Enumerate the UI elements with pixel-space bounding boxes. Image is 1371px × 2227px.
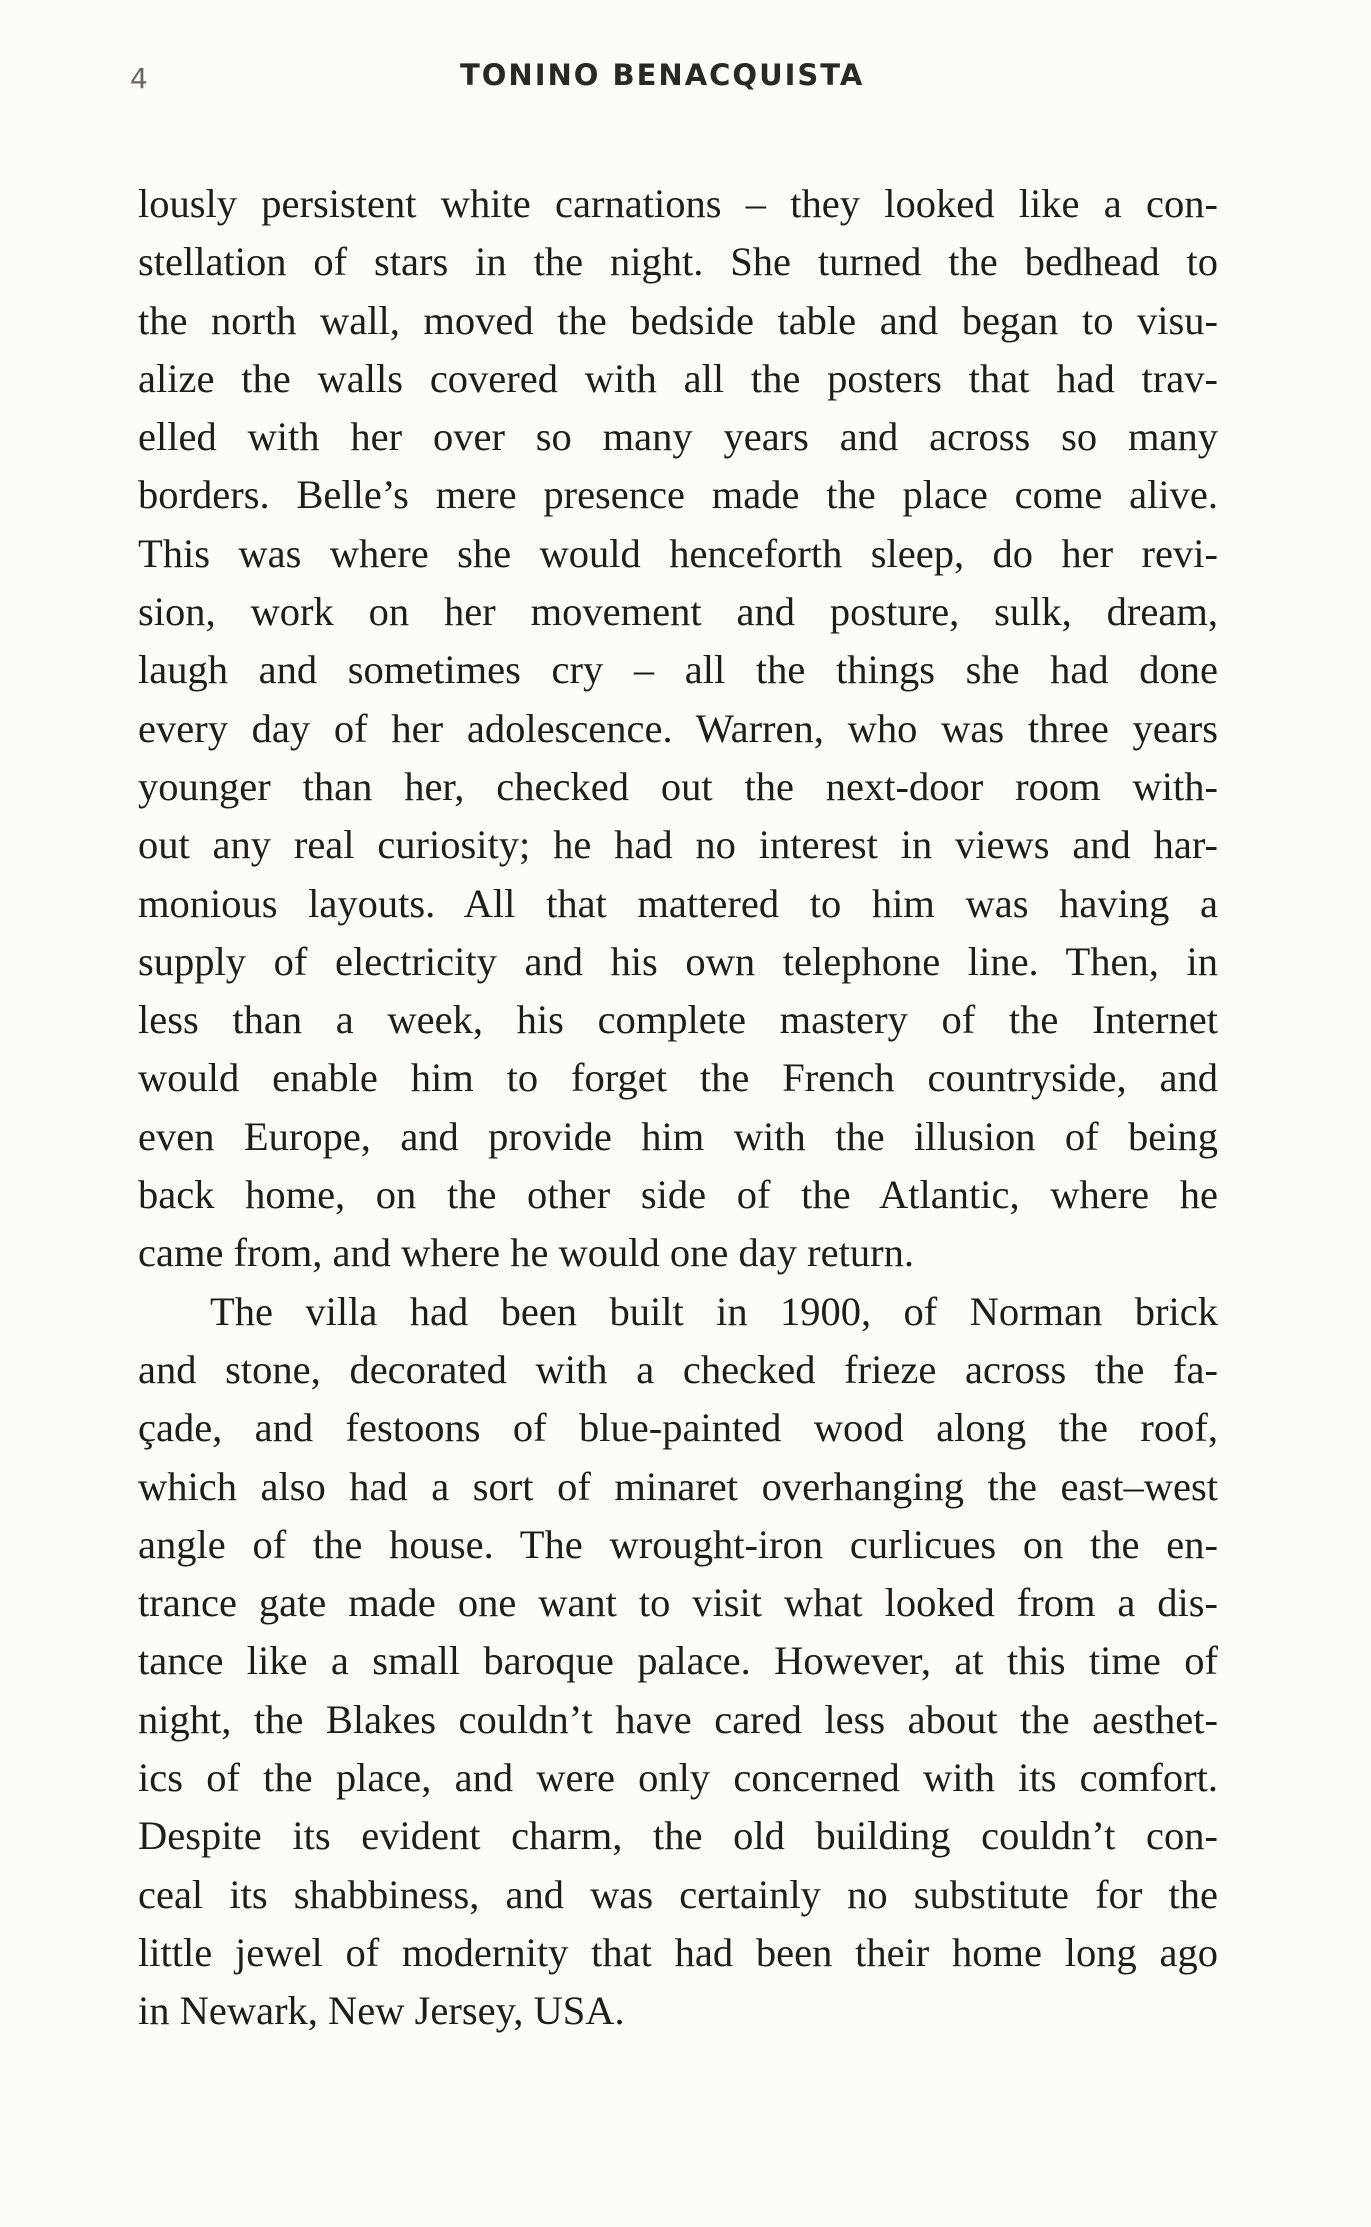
text-line: back home, on the other side of the Atlantic, where he bbox=[138, 1172, 1218, 1218]
text-line: alize the walls covered with all the posters that had trav- bbox=[138, 355, 1218, 401]
text-line: would enable him to forget the French countryside, and bbox=[138, 1055, 1218, 1101]
text-line: lously persistent white carnations – they looked like a con- bbox=[138, 181, 1218, 226]
page-number: 4 bbox=[130, 62, 148, 95]
text-line: little jewel of modernity that had been their home long ago bbox=[138, 1929, 1218, 1975]
running-head bbox=[130, 58, 1220, 98]
text-line: even Europe, and provide him with the illusion of being bbox=[138, 1113, 1218, 1159]
text-line: çade, and festoons of blue-painted wood along the roof, bbox=[138, 1405, 1218, 1451]
text-line: ceal its shabbiness, and was certainly no substitute for the bbox=[138, 1871, 1218, 1917]
text-line: less than a week, his complete mastery of the Internet bbox=[138, 997, 1218, 1043]
text-line: monious layouts. All that mattered to him was having a bbox=[138, 880, 1218, 926]
text-line: supply of electricity and his own telephone line. Then, in bbox=[138, 938, 1218, 984]
text-line: laugh and sometimes cry – all the things she had done bbox=[138, 647, 1218, 693]
paragraph bbox=[138, 1283, 1218, 2041]
text-line: came from, and where he would one day return. bbox=[138, 1230, 914, 1276]
text-line: which also had a sort of minaret overhanging the east–west bbox=[138, 1463, 1218, 1509]
text-line: angle of the house. The wrought-iron curlicues on the en- bbox=[138, 1521, 1218, 1567]
text-line: stellation of stars in the night. She turned the bedhead to bbox=[138, 239, 1218, 285]
text-line: sion, work on her movement and posture, sulk, dream, bbox=[138, 589, 1218, 635]
text-line: borders. Belle’s mere presence made the place come alive. bbox=[138, 472, 1218, 518]
author-header: TONINO BENACQUISTA bbox=[460, 58, 865, 92]
text-line: Despite its evident charm, the old building couldn’t con- bbox=[138, 1813, 1218, 1859]
text-line: elled with her over so many years and across so many bbox=[138, 414, 1218, 460]
text-line: trance gate made one want to visit what looked from a dis- bbox=[138, 1580, 1218, 1626]
paragraph bbox=[138, 175, 1218, 1283]
text-line: tance like a small baroque palace. However, at this time of bbox=[138, 1638, 1218, 1684]
text-line: younger than her, checked out the next-door room with- bbox=[138, 763, 1218, 809]
body-text bbox=[138, 175, 1218, 2041]
text-line: every day of her adolescence. Warren, who was three years bbox=[138, 705, 1218, 751]
text-line: This was where she would henceforth sleep, do her revi- bbox=[138, 530, 1218, 576]
text-line: night, the Blakes couldn’t have cared less about the aesthet- bbox=[138, 1696, 1218, 1742]
text-line: out any real curiosity; he had no interest in views and har- bbox=[138, 822, 1218, 868]
text-line: in Newark, New Jersey, USA. bbox=[138, 1988, 625, 2034]
text-line: and stone, decorated with a checked frieze across the fa- bbox=[138, 1346, 1218, 1392]
text-line: the north wall, moved the bedside table and began to visu- bbox=[138, 297, 1218, 343]
text-line: ics of the place, and were only concerned with its comfort. bbox=[138, 1755, 1218, 1801]
text-line: The villa had been built in 1900, of Norman brick bbox=[210, 1288, 1218, 1334]
